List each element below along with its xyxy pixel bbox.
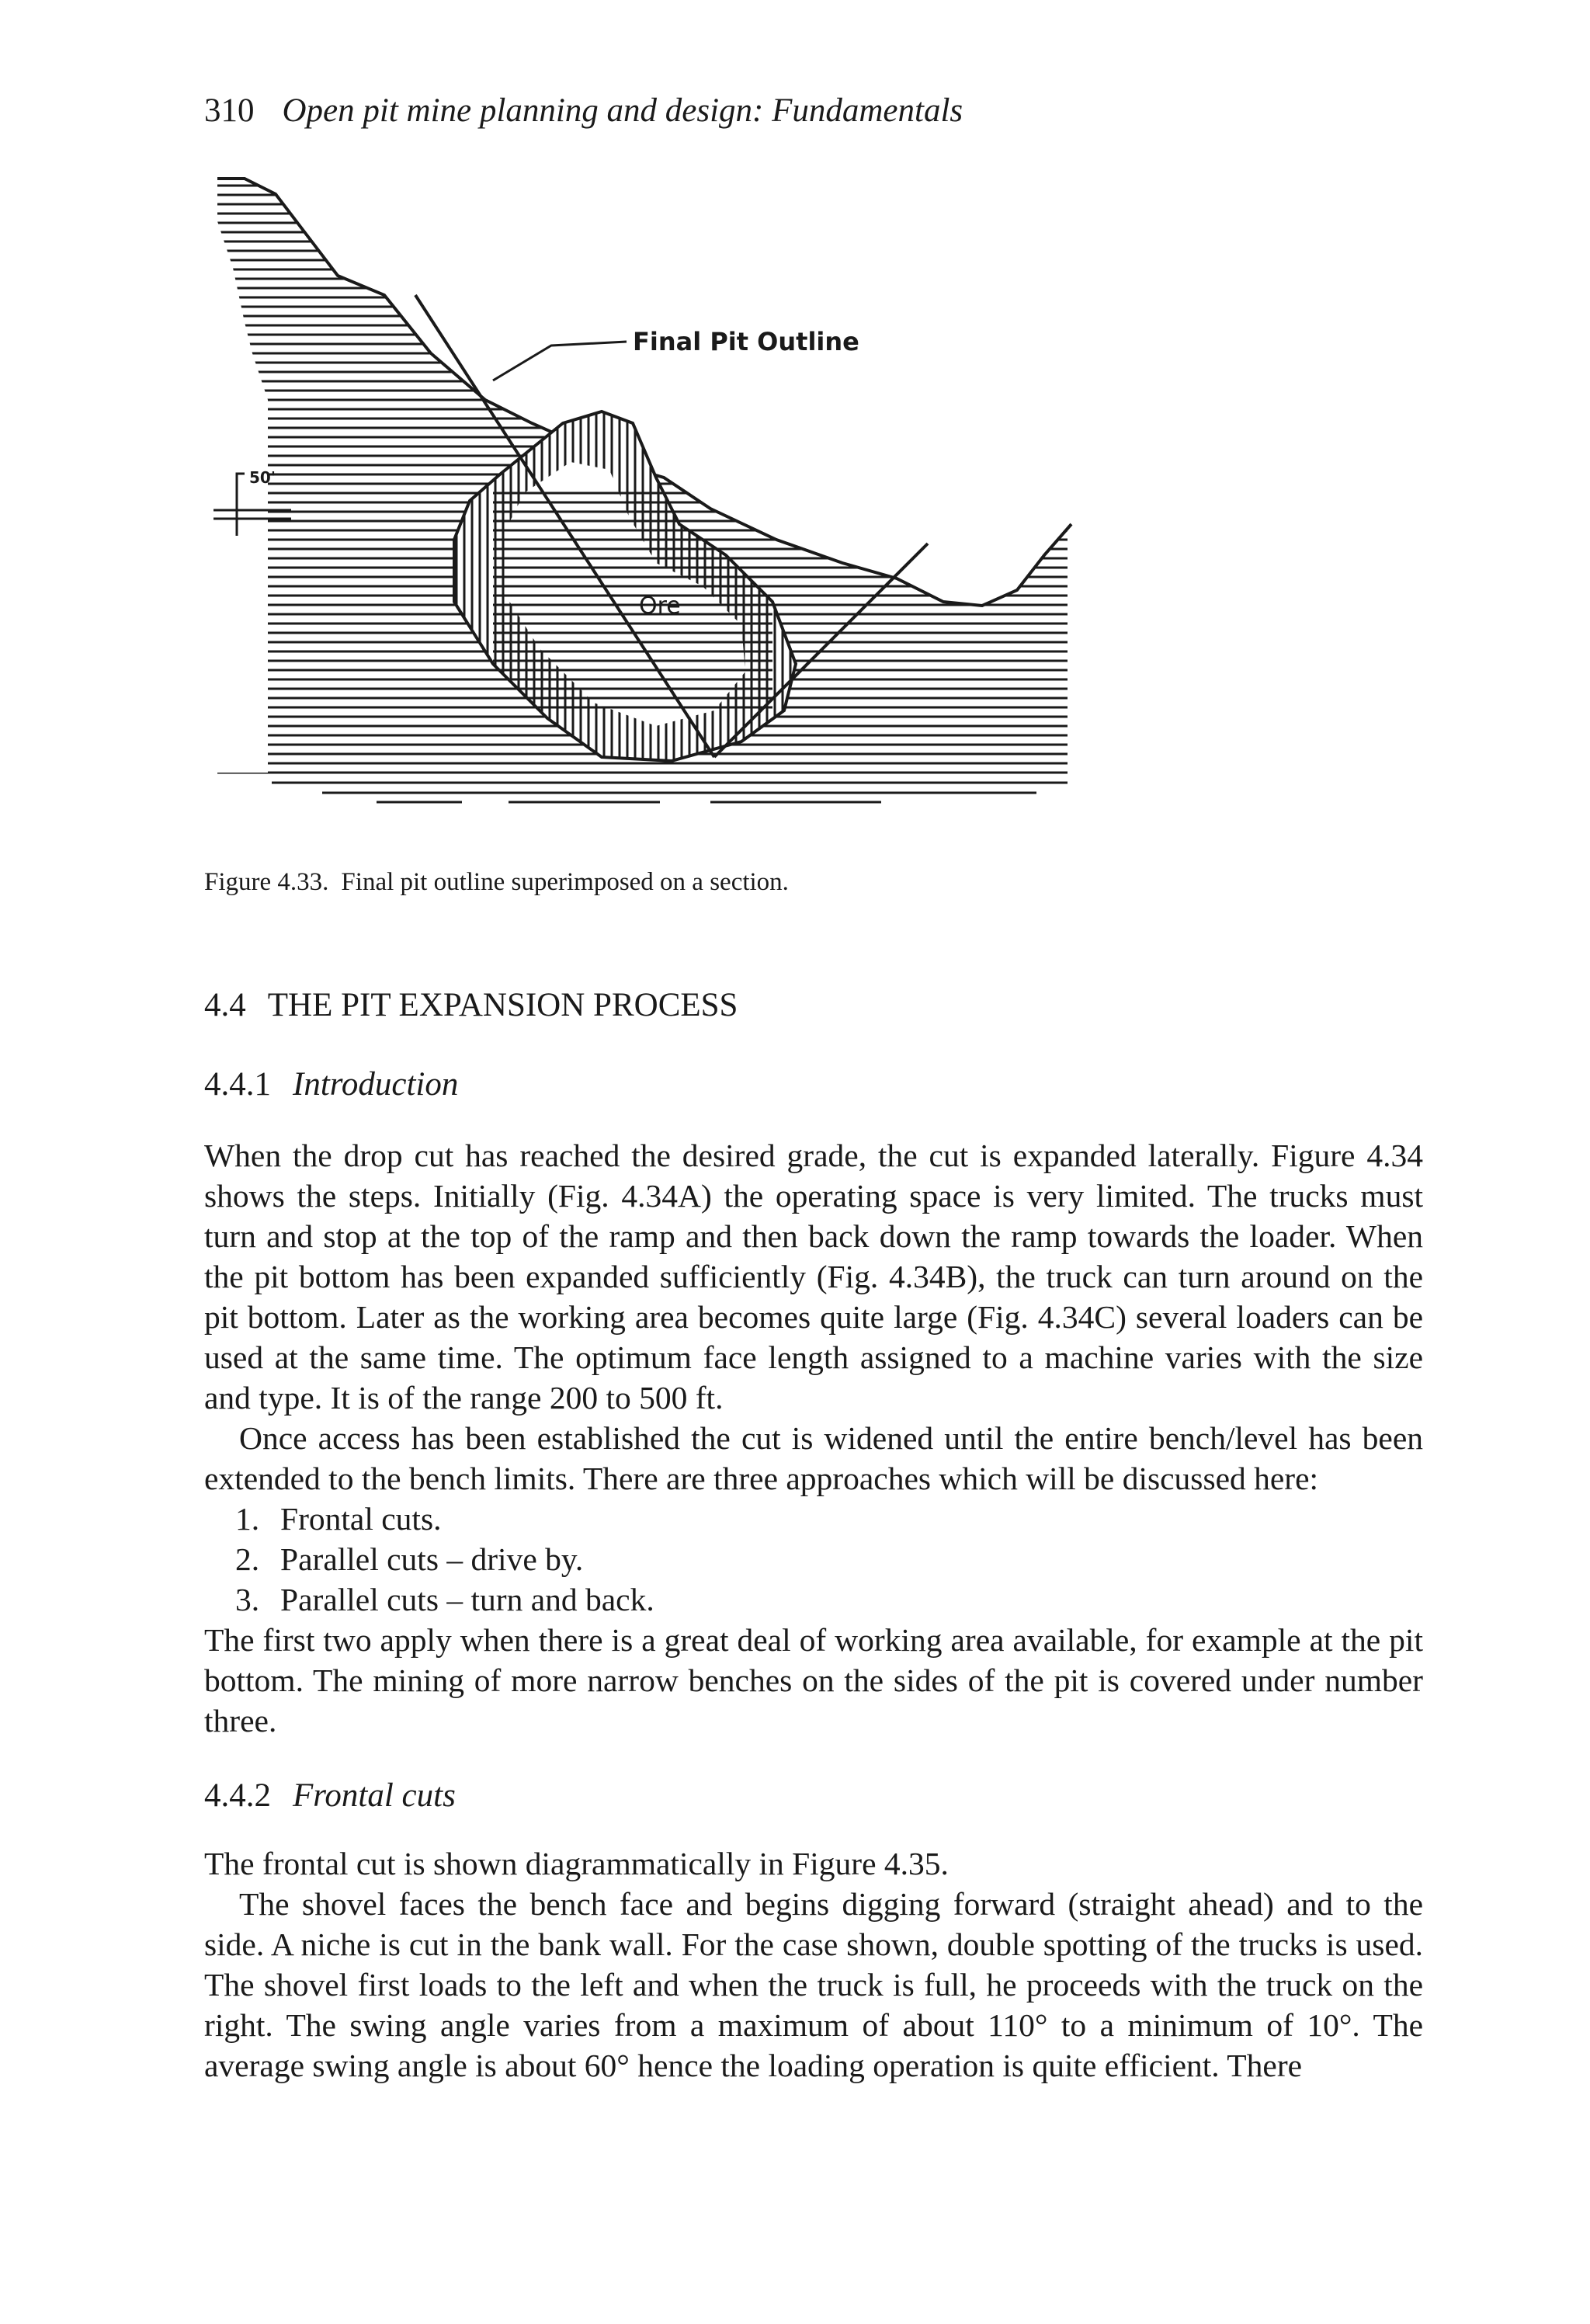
list-item: 1. Frontal cuts. (235, 1501, 442, 1537)
ore-label: Ore (639, 592, 681, 620)
section-base-lines (272, 783, 1068, 802)
paragraph-frontal-1: The frontal cut is shown diagrammatically in Figure 4.35. (204, 1846, 949, 1881)
figure-pit-section (198, 167, 1238, 827)
caption-number: Figure 4.33. (204, 868, 329, 896)
approaches-list (235, 1499, 654, 1620)
paragraph-frontal-2: The shovel faces the bench face and begins digging forward (straight ahead) and to the side. A niche is cut in the bank wall. For the case shown, double spotting of the trucks is used. The shovel first loads to the left and when the truck is full, he proceeds with the truck on the right. The swing angle varies from a maximum of about 110° to a minimum of 10°. The average swing angle is about 60° hence the loading operation is quite efficient. There (204, 1886, 1423, 2083)
subsection-heading-introduction (204, 1065, 458, 1103)
subsection-number: 4.4.1 (204, 1066, 271, 1103)
paragraph-intro-2: Once access has been established the cut is widened until the entire bench/level has been extended to the bench limits. There are three approaches which will be discussed here: (204, 1420, 1423, 1496)
subsection-title: Frontal cuts (293, 1777, 456, 1814)
pit-section-diagram (198, 167, 1238, 827)
list-item: 2. Parallel cuts – drive by. (235, 1541, 584, 1577)
section-number: 4.4 (204, 987, 246, 1023)
paragraph-intro-1: When the drop cut has reached the desired grade, the cut is expanded laterally. Figure 4.34 shows the steps. Initially (Fig. 4.34A) the operating space is very limited. The trucks must turn and stop at the top of the ramp and then back down the ramp towards the loader. When the pit bottom has been expanded sufficiently (Fig. 4.34B), the truck can turn around on the pit bottom. Later as the working area becomes quite large (Fig. 4.34C) several loaders can be used at the same time. The optimum face length assigned to a machine varies with the size and type. It is of the range 200 to 500 ft. (204, 1138, 1423, 1416)
paragraph-intro-3: The first two apply when there is a great deal of working area available, for example at the pit bottom. The mining of more narrow benches on the sides of the pit is covered under number three. (204, 1622, 1423, 1739)
page-number: 310 (204, 92, 255, 129)
final-pit-leader (493, 342, 627, 380)
subsection-heading-frontal-cuts (204, 1777, 456, 1815)
subsection-number: 4.4.2 (204, 1777, 271, 1814)
list-item: 3. Parallel cuts – turn and back. (235, 1582, 654, 1617)
running-title: Open pit mine planning and design: Fundamentals (282, 92, 963, 129)
subsection-title: Introduction (293, 1066, 459, 1103)
running-header (204, 92, 963, 130)
caption-text: Final pit outline superimposed on a section. (341, 868, 789, 896)
figure-caption (204, 868, 789, 897)
final-pit-outline-label: Final Pit Outline (633, 327, 859, 356)
scale-label: 50' (249, 468, 276, 487)
section-title: THE PIT EXPANSION PROCESS (267, 987, 738, 1023)
section-heading (204, 986, 738, 1024)
